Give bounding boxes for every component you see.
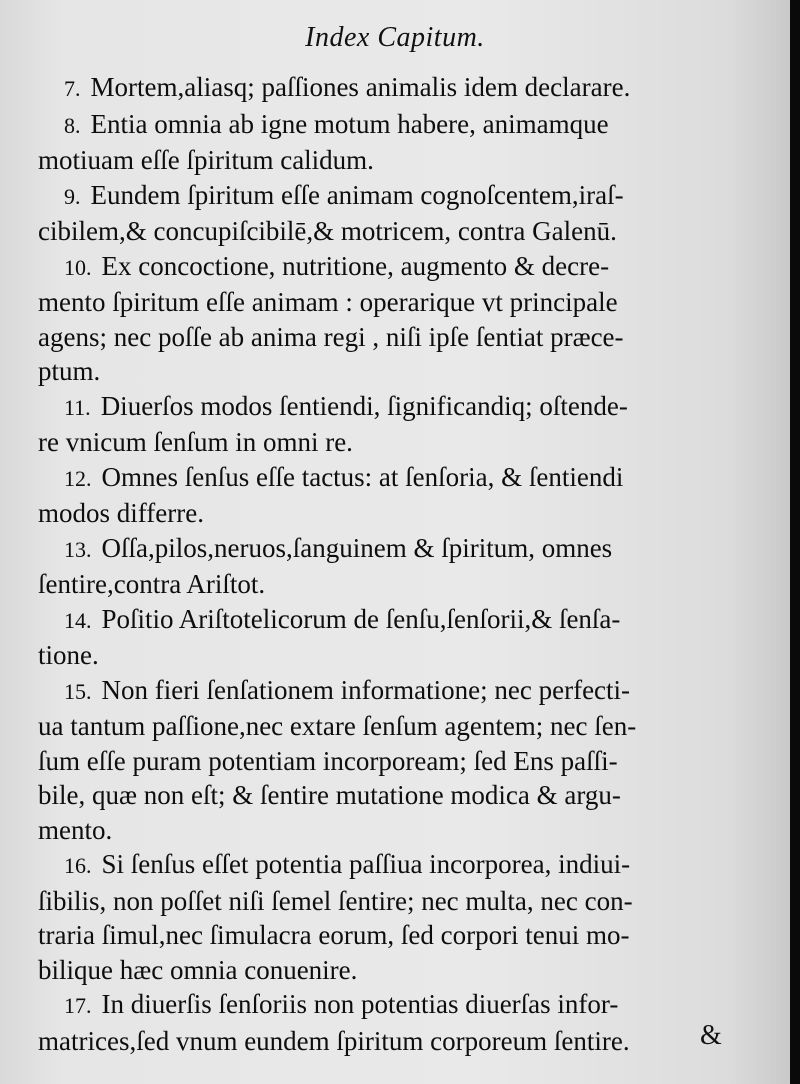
entry-text-line: Entia omnia ab igne motum habere, animamque bbox=[90, 108, 609, 139]
entry-text-line: modos differre. bbox=[38, 498, 204, 528]
entry-text-line: bilique hæc omnia conuenire. bbox=[38, 954, 358, 985]
index-entry bbox=[38, 460, 738, 531]
index-entry bbox=[38, 70, 738, 107]
index-entry bbox=[38, 178, 738, 249]
entry-text-line: ſentire,contra Ariſtot. bbox=[38, 569, 266, 599]
entry-number: 12. bbox=[64, 465, 92, 491]
entry-number: 14. bbox=[64, 607, 92, 633]
index-entry bbox=[38, 987, 738, 1058]
entry-text-line: Mortem,aliasq; paſſiones animalis idem declarare. bbox=[90, 72, 631, 102]
entry-text-line: motiuam eſſe ſpiritum calidum. bbox=[38, 145, 374, 175]
index-entry bbox=[38, 602, 738, 673]
entry-text-line: Poſitio Ariſtotelicorum de ſenſu,ſenſorii,& ſenſa- bbox=[101, 603, 621, 634]
entry-text-line: Oſſa,pilos,neruos,ſanguinem & ſpiritum, omnes bbox=[101, 532, 613, 563]
entry-text-line: agens; nec poſſe ab anima regi , niſi ipſe ſentiat præce- bbox=[38, 321, 624, 352]
entry-text-line: In diuerſis ſenſoriis non potentias diuerſas infor- bbox=[101, 989, 619, 1019]
index-entry bbox=[38, 673, 738, 848]
entry-text-line: cibilem,& concupiſcibilē,& motricem, contra Galenū. bbox=[38, 216, 617, 246]
index-entry bbox=[38, 847, 738, 987]
page-edge-shadow bbox=[790, 0, 800, 1084]
index-entry bbox=[38, 389, 738, 460]
entry-text-line: Si ſenſus eſſet potentia paſſiua incorporea, indiui- bbox=[101, 849, 631, 879]
catchword: & bbox=[700, 1020, 722, 1051]
index-entry bbox=[38, 107, 738, 178]
chapter-index-list bbox=[38, 70, 738, 1058]
entry-number: 8. bbox=[64, 112, 81, 138]
entry-text-line: Ex concoctione, nutritione, augmento & decre- bbox=[101, 250, 610, 281]
index-entry bbox=[38, 531, 738, 602]
entry-text-line: Eundem ſpiritum eſſe animam cognoſcentem,iraſ- bbox=[90, 179, 624, 210]
entry-text-line: mento. bbox=[38, 814, 113, 845]
entry-number: 16. bbox=[64, 853, 92, 878]
entry-number: 9. bbox=[64, 183, 81, 209]
entry-text-line: traria ſimul,nec ſimulacra eorum, ſed corpori tenui mo- bbox=[38, 920, 630, 950]
entry-number: 17. bbox=[64, 993, 92, 1018]
entry-number: 13. bbox=[64, 536, 92, 562]
page-header: Index Capitum. bbox=[305, 22, 485, 53]
entry-text-line: tione. bbox=[38, 640, 99, 670]
entry-text-line: ſum eſſe puram potentiam incorpoream; ſed Ens paſſi- bbox=[38, 745, 618, 776]
entry-text-line: bile, quæ non eſt; & ſentire mutatione modica & argu- bbox=[38, 780, 621, 810]
entry-text-line: ua tantum paſſione,nec extare ſenſum agentem; nec ſen- bbox=[38, 711, 637, 741]
entry-number: 15. bbox=[64, 678, 92, 704]
entry-number: 11. bbox=[64, 394, 91, 420]
entry-text-line: mento ſpiritum eſſe animam : operarique vt principale bbox=[38, 287, 618, 317]
entry-text-line: matrices,ſed vnum eundem ſpiritum corporeum ſentire. bbox=[38, 1025, 630, 1056]
entry-text-line: Omnes ſenſus eſſe tactus: at ſenſoria, & ſentiendi bbox=[101, 461, 624, 492]
entry-text-line: ptum. bbox=[38, 356, 101, 386]
entry-text-line: ſibilis, non poſſet niſi ſemel ſentire; nec multa, nec con- bbox=[38, 885, 633, 916]
entry-number: 10. bbox=[64, 254, 92, 280]
entry-text-line: Non fieri ſenſationem informatione; nec perfecti- bbox=[101, 674, 631, 705]
index-entry bbox=[38, 249, 738, 389]
entry-number: 7. bbox=[64, 76, 81, 101]
entry-text-line: re vnicum ſenſum in omni re. bbox=[38, 427, 353, 457]
entry-text-line: Diuerſos modos ſentiendi, ſignificandiq; oſtende- bbox=[100, 390, 628, 421]
